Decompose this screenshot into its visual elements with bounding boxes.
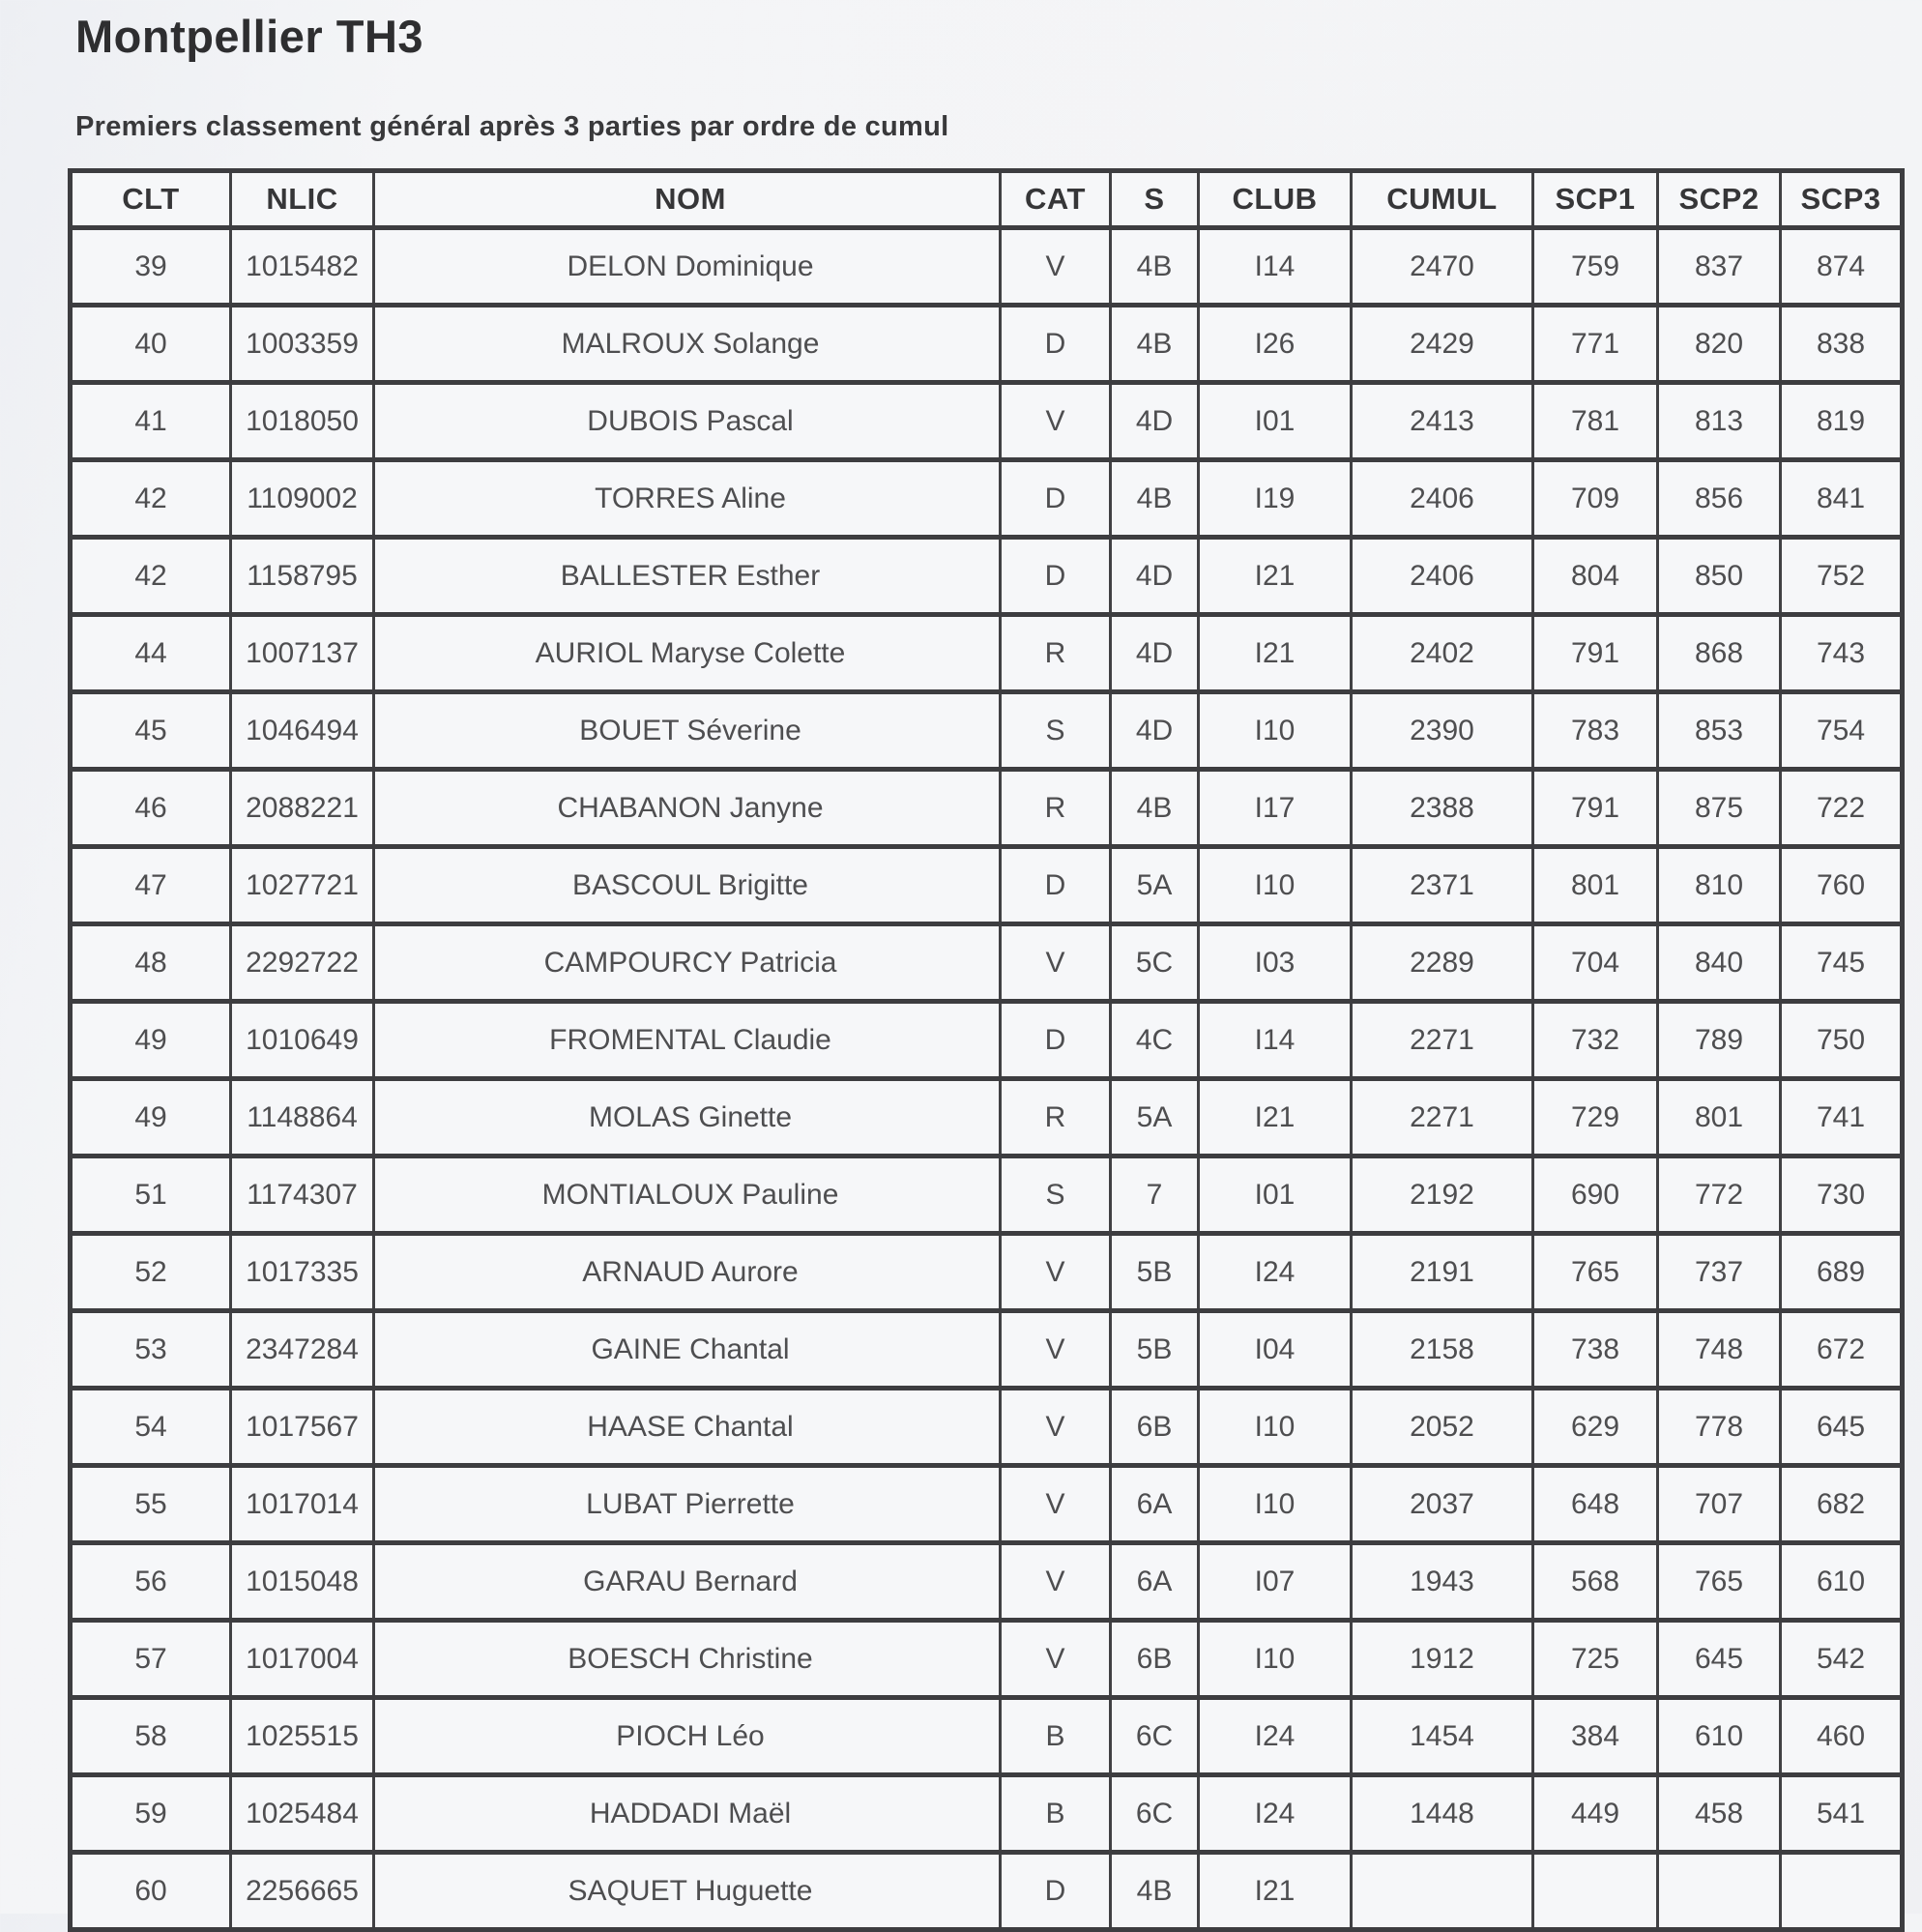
- table-cell-scp3: 541: [1781, 1775, 1903, 1853]
- table-row: [71, 1234, 1903, 1311]
- table-cell-clt: 39: [71, 228, 231, 306]
- table-cell-nom: BOUET Séverine: [374, 692, 1001, 770]
- table-cell-club: I19: [1199, 460, 1352, 538]
- table-cell-cat: V: [1001, 1466, 1111, 1543]
- table-cell-cumul: 1912: [1352, 1621, 1533, 1698]
- table-cell-nom: CAMPOURCY Patricia: [374, 924, 1001, 1002]
- table-row: [71, 847, 1903, 924]
- table-cell-scp1: 725: [1533, 1621, 1658, 1698]
- table-cell-scp2: 853: [1658, 692, 1781, 770]
- table-row: [71, 306, 1903, 383]
- table-cell-clt: 48: [71, 924, 231, 1002]
- table-cell-nlic: 1007137: [231, 615, 374, 692]
- table-cell-cat: V: [1001, 1543, 1111, 1621]
- table-cell-club: I21: [1199, 538, 1352, 615]
- results-body: [71, 228, 1903, 1930]
- table-cell-nom: ARNAUD Aurore: [374, 1234, 1001, 1311]
- table-cell-scp2: 837: [1658, 228, 1781, 306]
- table-cell-scp3: 542: [1781, 1621, 1903, 1698]
- table-cell-nlic: 1010649: [231, 1002, 374, 1079]
- table-cell-club: I10: [1199, 1466, 1352, 1543]
- table-cell-cat: V: [1001, 924, 1111, 1002]
- table-cell-cat: S: [1001, 692, 1111, 770]
- table-cell-nom: DELON Dominique: [374, 228, 1001, 306]
- table-cell-s: 4D: [1111, 692, 1199, 770]
- table-cell-club: I07: [1199, 1543, 1352, 1621]
- table-cell-cumul: 2191: [1352, 1234, 1533, 1311]
- table-row: [71, 460, 1903, 538]
- table-cell-clt: 49: [71, 1002, 231, 1079]
- table-cell-cat: D: [1001, 538, 1111, 615]
- table-cell-cat: V: [1001, 1389, 1111, 1466]
- table-row: [71, 1156, 1903, 1234]
- table-cell-scp3: 752: [1781, 538, 1903, 615]
- table-cell-scp2: 813: [1658, 383, 1781, 460]
- table-cell-cat: V: [1001, 383, 1111, 460]
- table-cell-s: 6A: [1111, 1466, 1199, 1543]
- table-cell-club: I14: [1199, 1002, 1352, 1079]
- table-cell-s: 6C: [1111, 1775, 1199, 1853]
- table-cell-clt: 45: [71, 692, 231, 770]
- table-cell-scp1: 449: [1533, 1775, 1658, 1853]
- table-cell-clt: 59: [71, 1775, 231, 1853]
- table-cell-scp2: 610: [1658, 1698, 1781, 1775]
- table-row: [71, 692, 1903, 770]
- table-cell-nlic: 2256665: [231, 1853, 374, 1930]
- table-cell-scp1: 732: [1533, 1002, 1658, 1079]
- table-cell-cat: V: [1001, 228, 1111, 306]
- table-cell-scp2: 856: [1658, 460, 1781, 538]
- table-cell-cumul: 2470: [1352, 228, 1533, 306]
- table-cell-clt: 54: [71, 1389, 231, 1466]
- table-cell-club: I14: [1199, 228, 1352, 306]
- table-cell-scp1: 568: [1533, 1543, 1658, 1621]
- column-header-clt: CLT: [71, 171, 231, 228]
- table-cell-nom: MONTIALOUX Pauline: [374, 1156, 1001, 1234]
- table-cell-cat: D: [1001, 1853, 1111, 1930]
- table-cell-clt: 47: [71, 847, 231, 924]
- table-cell-s: 4D: [1111, 538, 1199, 615]
- table-cell-nlic: 1017567: [231, 1389, 374, 1466]
- table-cell-scp2: 458: [1658, 1775, 1781, 1853]
- table-row: [71, 1311, 1903, 1389]
- table-cell-s: 5A: [1111, 847, 1199, 924]
- table-cell-cumul: [1352, 1853, 1533, 1930]
- table-row: [71, 1621, 1903, 1698]
- table-cell-clt: 52: [71, 1234, 231, 1311]
- table-cell-scp3: 745: [1781, 924, 1903, 1002]
- table-cell-cat: V: [1001, 1234, 1111, 1311]
- table-row: [71, 1775, 1903, 1853]
- table-cell-club: I17: [1199, 770, 1352, 847]
- column-header-scp3: SCP3: [1781, 171, 1903, 228]
- table-row: [71, 538, 1903, 615]
- table-cell-scp1: 781: [1533, 383, 1658, 460]
- table-cell-scp2: 850: [1658, 538, 1781, 615]
- table-cell-nlic: 1046494: [231, 692, 374, 770]
- table-cell-nom: BOESCH Christine: [374, 1621, 1001, 1698]
- table-cell-nom: HADDADI Maël: [374, 1775, 1001, 1853]
- table-cell-cumul: 2402: [1352, 615, 1533, 692]
- table-cell-scp3: 750: [1781, 1002, 1903, 1079]
- table-cell-cumul: 2271: [1352, 1002, 1533, 1079]
- table-row: [71, 1002, 1903, 1079]
- table-cell-nlic: 1018050: [231, 383, 374, 460]
- table-cell-clt: 49: [71, 1079, 231, 1156]
- table-cell-scp3: 730: [1781, 1156, 1903, 1234]
- table-row: [71, 383, 1903, 460]
- table-cell-nom: SAQUET Huguette: [374, 1853, 1001, 1930]
- table-cell-nlic: 1017004: [231, 1621, 374, 1698]
- table-cell-cat: R: [1001, 1079, 1111, 1156]
- table-cell-cumul: 1943: [1352, 1543, 1533, 1621]
- table-cell-nom: LUBAT Pierrette: [374, 1466, 1001, 1543]
- table-cell-cat: B: [1001, 1698, 1111, 1775]
- table-cell-club: I10: [1199, 692, 1352, 770]
- table-cell-s: 4D: [1111, 383, 1199, 460]
- table-cell-clt: 46: [71, 770, 231, 847]
- table-cell-scp3: 645: [1781, 1389, 1903, 1466]
- table-cell-scp1: 629: [1533, 1389, 1658, 1466]
- table-cell-scp2: [1658, 1853, 1781, 1930]
- table-cell-club: I24: [1199, 1775, 1352, 1853]
- table-cell-clt: 56: [71, 1543, 231, 1621]
- table-cell-club: I10: [1199, 1621, 1352, 1698]
- table-cell-cumul: 2052: [1352, 1389, 1533, 1466]
- table-cell-nlic: 1017014: [231, 1466, 374, 1543]
- table-cell-scp1: 759: [1533, 228, 1658, 306]
- table-cell-scp2: 737: [1658, 1234, 1781, 1311]
- table-cell-scp2: 645: [1658, 1621, 1781, 1698]
- table-cell-clt: 51: [71, 1156, 231, 1234]
- table-cell-cumul: 2158: [1352, 1311, 1533, 1389]
- table-cell-nom: BALLESTER Esther: [374, 538, 1001, 615]
- table-cell-scp3: 874: [1781, 228, 1903, 306]
- table-row: [71, 1079, 1903, 1156]
- table-cell-scp3: [1781, 1853, 1903, 1930]
- column-header-scp1: SCP1: [1533, 171, 1658, 228]
- table-cell-scp3: 754: [1781, 692, 1903, 770]
- table-cell-scp1: 729: [1533, 1079, 1658, 1156]
- table-cell-s: 5A: [1111, 1079, 1199, 1156]
- table-row: [71, 924, 1903, 1002]
- table-cell-cumul: 2413: [1352, 383, 1533, 460]
- column-header-s: S: [1111, 171, 1199, 228]
- table-cell-scp3: 722: [1781, 770, 1903, 847]
- table-cell-s: 5C: [1111, 924, 1199, 1002]
- table-cell-s: 4B: [1111, 1853, 1199, 1930]
- table-cell-nom: GAINE Chantal: [374, 1311, 1001, 1389]
- column-header-cat: CAT: [1001, 171, 1111, 228]
- table-cell-scp3: 743: [1781, 615, 1903, 692]
- table-cell-nlic: 1017335: [231, 1234, 374, 1311]
- table-cell-nom: BASCOUL Brigitte: [374, 847, 1001, 924]
- column-header-club: CLUB: [1199, 171, 1352, 228]
- table-cell-cat: D: [1001, 847, 1111, 924]
- table-row: [71, 1543, 1903, 1621]
- table-cell-nom: HAASE Chantal: [374, 1389, 1001, 1466]
- table-cell-scp1: 648: [1533, 1466, 1658, 1543]
- table-cell-clt: 42: [71, 538, 231, 615]
- table-cell-club: I24: [1199, 1698, 1352, 1775]
- table-cell-scp1: 791: [1533, 615, 1658, 692]
- table-cell-scp2: 748: [1658, 1311, 1781, 1389]
- table-cell-club: I21: [1199, 1853, 1352, 1930]
- table-cell-cumul: 2037: [1352, 1466, 1533, 1543]
- table-cell-clt: 41: [71, 383, 231, 460]
- table-cell-nlic: 1174307: [231, 1156, 374, 1234]
- column-header-nom: NOM: [374, 171, 1001, 228]
- table-cell-club: I01: [1199, 383, 1352, 460]
- table-cell-cat: D: [1001, 460, 1111, 538]
- table-cell-cat: D: [1001, 306, 1111, 383]
- table-cell-scp2: 868: [1658, 615, 1781, 692]
- table-cell-cumul: 2271: [1352, 1079, 1533, 1156]
- table-cell-cat: R: [1001, 615, 1111, 692]
- table-cell-nom: MOLAS Ginette: [374, 1079, 1001, 1156]
- table-cell-scp2: 801: [1658, 1079, 1781, 1156]
- table-cell-nom: GARAU Bernard: [374, 1543, 1001, 1621]
- table-cell-scp1: 783: [1533, 692, 1658, 770]
- table-cell-scp1: 709: [1533, 460, 1658, 538]
- table-row: [71, 1853, 1903, 1930]
- table-cell-s: 6A: [1111, 1543, 1199, 1621]
- table-cell-nom: FROMENTAL Claudie: [374, 1002, 1001, 1079]
- table-cell-scp3: 689: [1781, 1234, 1903, 1311]
- table-cell-club: I26: [1199, 306, 1352, 383]
- table-cell-scp2: 840: [1658, 924, 1781, 1002]
- table-cell-club: I21: [1199, 1079, 1352, 1156]
- table-cell-scp1: 704: [1533, 924, 1658, 1002]
- table-row: [71, 1466, 1903, 1543]
- table-cell-scp3: 610: [1781, 1543, 1903, 1621]
- table-cell-s: 5B: [1111, 1311, 1199, 1389]
- table-cell-scp1: 738: [1533, 1311, 1658, 1389]
- column-header-scp2: SCP2: [1658, 171, 1781, 228]
- table-cell-club: I10: [1199, 847, 1352, 924]
- page-subtitle: Premiers classement général après 3 parties par ordre de cumul: [75, 111, 949, 142]
- table-cell-cumul: 2406: [1352, 538, 1533, 615]
- table-cell-scp2: 707: [1658, 1466, 1781, 1543]
- table-cell-clt: 57: [71, 1621, 231, 1698]
- table-cell-nlic: 2088221: [231, 770, 374, 847]
- table-cell-nlic: 1025515: [231, 1698, 374, 1775]
- table-cell-nlic: 1109002: [231, 460, 374, 538]
- table-cell-scp2: 810: [1658, 847, 1781, 924]
- table-cell-cat: V: [1001, 1311, 1111, 1389]
- table-cell-scp3: 819: [1781, 383, 1903, 460]
- table-cell-scp1: 771: [1533, 306, 1658, 383]
- page-title: Montpellier TH3: [75, 11, 424, 62]
- table-cell-cumul: 2429: [1352, 306, 1533, 383]
- table-cell-scp3: 672: [1781, 1311, 1903, 1389]
- table-cell-cumul: 2192: [1352, 1156, 1533, 1234]
- table-cell-nlic: 1158795: [231, 538, 374, 615]
- table-cell-nlic: 2292722: [231, 924, 374, 1002]
- table-cell-nom: AURIOL Maryse Colette: [374, 615, 1001, 692]
- table-cell-club: I10: [1199, 1389, 1352, 1466]
- table-cell-clt: 60: [71, 1853, 231, 1930]
- table-cell-nlic: 1027721: [231, 847, 374, 924]
- table-cell-nom: CHABANON Janyne: [374, 770, 1001, 847]
- table-cell-scp3: 838: [1781, 306, 1903, 383]
- table-cell-scp3: 682: [1781, 1466, 1903, 1543]
- table-cell-scp3: 460: [1781, 1698, 1903, 1775]
- table-cell-nlic: 1015482: [231, 228, 374, 306]
- table-cell-scp1: 791: [1533, 770, 1658, 847]
- table-cell-nlic: 1015048: [231, 1543, 374, 1621]
- table-cell-nlic: 1148864: [231, 1079, 374, 1156]
- table-cell-club: I03: [1199, 924, 1352, 1002]
- table-cell-scp3: 841: [1781, 460, 1903, 538]
- header-row: [71, 171, 1903, 228]
- table-cell-s: 4B: [1111, 228, 1199, 306]
- table-cell-cumul: 2406: [1352, 460, 1533, 538]
- table-cell-cat: R: [1001, 770, 1111, 847]
- table-cell-nlic: 1025484: [231, 1775, 374, 1853]
- table-cell-nom: MALROUX Solange: [374, 306, 1001, 383]
- table-cell-clt: 55: [71, 1466, 231, 1543]
- table-cell-scp1: 801: [1533, 847, 1658, 924]
- table-cell-club: I21: [1199, 615, 1352, 692]
- table-cell-cat: S: [1001, 1156, 1111, 1234]
- table-cell-club: I24: [1199, 1234, 1352, 1311]
- table-cell-scp1: 804: [1533, 538, 1658, 615]
- table-cell-cumul: 1448: [1352, 1775, 1533, 1853]
- table-cell-s: 4B: [1111, 770, 1199, 847]
- table-cell-s: 6C: [1111, 1698, 1199, 1775]
- table-cell-clt: 53: [71, 1311, 231, 1389]
- table-cell-scp2: 820: [1658, 306, 1781, 383]
- table-cell-scp2: 778: [1658, 1389, 1781, 1466]
- table-cell-cumul: 2388: [1352, 770, 1533, 847]
- table-cell-cumul: 1454: [1352, 1698, 1533, 1775]
- table-cell-scp1: 690: [1533, 1156, 1658, 1234]
- table-row: [71, 1698, 1903, 1775]
- table-cell-nom: TORRES Aline: [374, 460, 1001, 538]
- results-table: [68, 168, 1905, 1932]
- table-row: [71, 615, 1903, 692]
- table-cell-scp2: 875: [1658, 770, 1781, 847]
- table-cell-nom: PIOCH Léo: [374, 1698, 1001, 1775]
- table-cell-scp3: 760: [1781, 847, 1903, 924]
- table-cell-cat: B: [1001, 1775, 1111, 1853]
- table-cell-scp1: 384: [1533, 1698, 1658, 1775]
- table-cell-clt: 42: [71, 460, 231, 538]
- table-cell-clt: 40: [71, 306, 231, 383]
- table-cell-club: I01: [1199, 1156, 1352, 1234]
- table-cell-nlic: 1003359: [231, 306, 374, 383]
- table-cell-s: 5B: [1111, 1234, 1199, 1311]
- table-cell-cat: V: [1001, 1621, 1111, 1698]
- column-header-nlic: NLIC: [231, 171, 374, 228]
- table-row: [71, 228, 1903, 306]
- table-cell-scp1: 765: [1533, 1234, 1658, 1311]
- table-cell-clt: 58: [71, 1698, 231, 1775]
- table-row: [71, 1389, 1903, 1466]
- table-cell-cumul: 2371: [1352, 847, 1533, 924]
- column-header-cumul: CUMUL: [1352, 171, 1533, 228]
- table-cell-cumul: 2390: [1352, 692, 1533, 770]
- table-cell-s: 6B: [1111, 1621, 1199, 1698]
- table-header: [71, 171, 1903, 228]
- table-cell-clt: 44: [71, 615, 231, 692]
- table-cell-scp1: [1533, 1853, 1658, 1930]
- table-cell-s: 4D: [1111, 615, 1199, 692]
- table-cell-scp2: 765: [1658, 1543, 1781, 1621]
- table-cell-s: 6B: [1111, 1389, 1199, 1466]
- table-cell-cumul: 2289: [1352, 924, 1533, 1002]
- table-cell-scp3: 741: [1781, 1079, 1903, 1156]
- table-cell-nlic: 2347284: [231, 1311, 374, 1389]
- table-cell-scp2: 789: [1658, 1002, 1781, 1079]
- table-row: [71, 770, 1903, 847]
- table-cell-nom: DUBOIS Pascal: [374, 383, 1001, 460]
- table-cell-s: 4B: [1111, 460, 1199, 538]
- table-cell-cat: D: [1001, 1002, 1111, 1079]
- table-cell-scp2: 772: [1658, 1156, 1781, 1234]
- table-cell-club: I04: [1199, 1311, 1352, 1389]
- table-cell-s: 4B: [1111, 306, 1199, 383]
- table-cell-s: 7: [1111, 1156, 1199, 1234]
- table-cell-s: 4C: [1111, 1002, 1199, 1079]
